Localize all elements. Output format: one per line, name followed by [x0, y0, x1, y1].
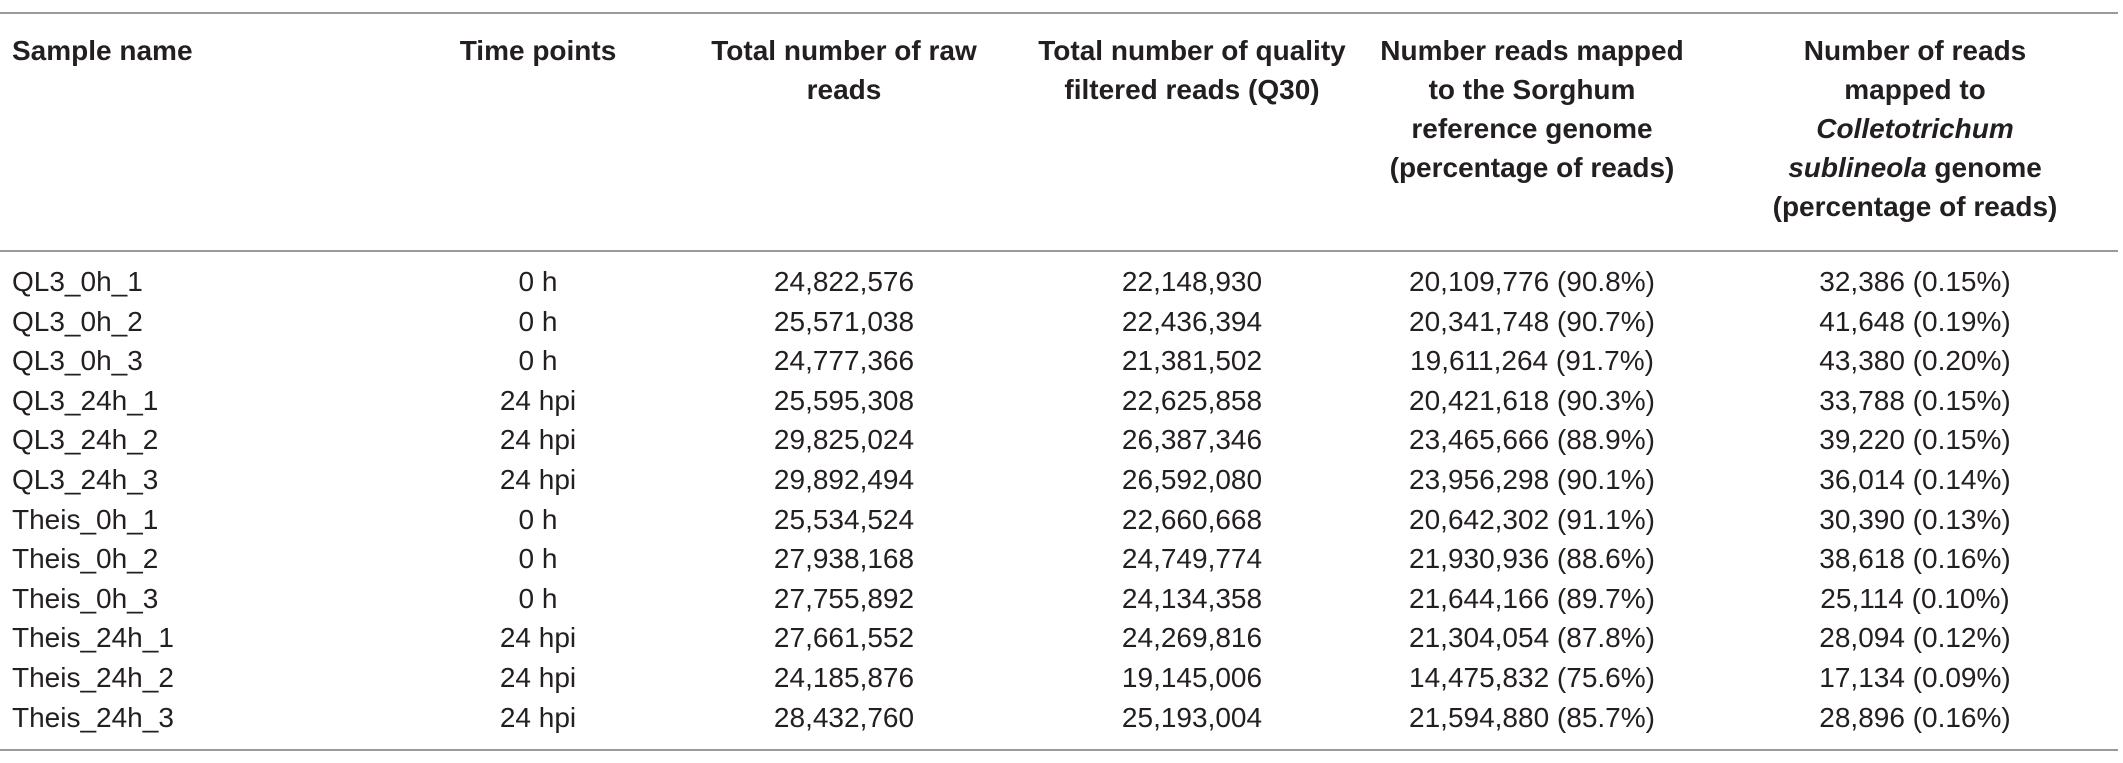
cell-sample: Theis_24h_2: [12, 661, 174, 693]
cell-q30-reads: 19,145,006: [1121, 661, 1263, 693]
bottom-rule: [0, 749, 2118, 751]
cell-sample: QL3_0h_3: [12, 345, 143, 377]
cell-sorghum-mapped: 20,109,776 (90.8%): [1409, 266, 1655, 297]
cell-colletotrichum-mapped: 41,648 (0.19%): [1819, 305, 2011, 337]
cell-sample: QL3_24h_2: [12, 424, 159, 456]
header-sorghum-mapped: Number reads mapped to the Sorghum reference genome (percentage of reads): [1380, 35, 1684, 183]
cell-time: 0 h: [518, 305, 558, 337]
table-row: [0, 460, 2118, 500]
table-body: [0, 252, 2118, 737]
cell-raw-reads: 24,822,576: [773, 266, 915, 297]
cell-q30-reads: 25,193,004: [1121, 701, 1263, 733]
cell-raw-reads: 29,825,024: [773, 424, 915, 456]
cell-time: 24 hpi: [499, 463, 577, 495]
cell-sorghum-mapped: 21,930,936 (88.6%): [1409, 543, 1655, 575]
cell-sorghum-mapped: 23,465,666 (88.9%): [1409, 424, 1655, 456]
cell-sample: QL3_0h_2: [12, 305, 143, 337]
cell-time: 24 hpi: [499, 384, 577, 416]
cell-sample: QL3_24h_1: [12, 384, 159, 416]
cell-raw-reads: 27,661,552: [773, 622, 915, 654]
header-raw-reads: Total number of raw reads: [711, 35, 977, 105]
cell-sorghum-mapped: 20,642,302 (91.1%): [1409, 503, 1655, 535]
header-quality-filtered-reads: Total number of quality filtered reads (Q30): [1038, 35, 1346, 105]
cell-sorghum-mapped: 20,421,618 (90.3%): [1409, 384, 1655, 416]
cell-raw-reads: 25,571,038: [773, 305, 915, 337]
cell-q30-reads: 22,148,930: [1121, 266, 1263, 297]
table-row: [0, 500, 2118, 540]
cell-raw-reads: 24,185,876: [773, 661, 915, 693]
cell-sample: Theis_0h_3: [12, 582, 159, 614]
cell-sorghum-mapped: 20,341,748 (90.7%): [1409, 305, 1655, 337]
cell-sample: Theis_0h_2: [12, 543, 159, 575]
cell-sample: Theis_24h_1: [12, 622, 174, 654]
cell-raw-reads: 25,595,308: [773, 384, 915, 416]
cell-time: 24 hpi: [499, 661, 577, 693]
cell-raw-reads: 27,755,892: [773, 582, 915, 614]
table-row: [0, 252, 2118, 302]
cell-time: 24 hpi: [499, 701, 577, 733]
cell-time: 24 hpi: [499, 622, 577, 654]
cell-q30-reads: 24,134,358: [1121, 582, 1263, 614]
cell-sample: Theis_0h_1: [12, 503, 159, 535]
cell-time: 0 h: [518, 503, 558, 535]
table-header: [0, 0, 2118, 252]
cell-sample: QL3_24h_3: [12, 463, 159, 495]
cell-colletotrichum-mapped: 39,220 (0.15%): [1819, 424, 2011, 456]
cell-time: 0 h: [518, 543, 558, 575]
cell-sorghum-mapped: 21,644,166 (89.7%): [1409, 582, 1655, 614]
header-sample-name: Sample name: [12, 35, 193, 66]
cell-sample: QL3_0h_1: [12, 266, 143, 297]
cell-q30-reads: 22,436,394: [1121, 305, 1263, 337]
cell-sorghum-mapped: 19,611,264 (91.7%): [1410, 345, 1654, 377]
table-row: [0, 381, 2118, 421]
cell-sorghum-mapped: 21,304,054 (87.8%): [1409, 622, 1655, 654]
cell-raw-reads: 25,534,524: [773, 503, 915, 535]
cell-time: 0 h: [518, 266, 558, 297]
table-row: [0, 341, 2118, 381]
cell-q30-reads: 26,387,346: [1121, 424, 1263, 456]
cell-colletotrichum-mapped: 38,618 (0.16%): [1819, 543, 2011, 575]
table-row: [0, 579, 2118, 619]
cell-colletotrichum-mapped: 17,134 (0.09%): [1819, 661, 2011, 693]
cell-raw-reads: 27,938,168: [773, 543, 915, 575]
table-row: [0, 658, 2118, 698]
cell-colletotrichum-mapped: 28,094 (0.12%): [1819, 622, 2011, 654]
cell-raw-reads: 29,892,494: [773, 463, 915, 495]
cell-colletotrichum-mapped: 43,380 (0.20%): [1819, 345, 2011, 377]
cell-colletotrichum-mapped: 36,014 (0.14%): [1819, 463, 2011, 495]
table-row: [0, 618, 2118, 658]
cell-sorghum-mapped: 23,956,298 (90.1%): [1409, 463, 1655, 495]
cell-q30-reads: 22,660,668: [1121, 503, 1263, 535]
cell-colletotrichum-mapped: 32,386 (0.15%): [1819, 266, 2011, 297]
cell-raw-reads: 28,432,760: [773, 701, 915, 733]
table-row: [0, 302, 2118, 342]
cell-time: 0 h: [518, 582, 558, 614]
cell-colletotrichum-mapped: 28,896 (0.16%): [1819, 701, 2011, 733]
cell-sorghum-mapped: 21,594,880 (85.7%): [1409, 701, 1655, 733]
cell-colletotrichum-mapped: 33,788 (0.15%): [1819, 384, 2011, 416]
cell-q30-reads: 24,269,816: [1121, 622, 1263, 654]
cell-q30-reads: 21,381,502: [1121, 345, 1263, 377]
table-row: [0, 420, 2118, 460]
cell-raw-reads: 24,777,366: [773, 345, 915, 377]
cell-q30-reads: 26,592,080: [1121, 463, 1263, 495]
cell-colletotrichum-mapped: 30,390 (0.13%): [1819, 503, 2011, 535]
table-row: [0, 698, 2118, 738]
cell-q30-reads: 22,625,858: [1121, 384, 1263, 416]
header-colletotrichum-mapped: Number of reads mapped to Colletotrichum sublineola genome (percentage of reads): [1772, 35, 2058, 222]
cell-time: 24 hpi: [499, 424, 577, 456]
header-row: [0, 0, 2118, 252]
cell-colletotrichum-mapped: 25,114 (0.10%): [1820, 582, 2010, 614]
table-row: [0, 539, 2118, 579]
header-time-points: Time points: [459, 35, 617, 66]
cell-time: 0 h: [518, 345, 558, 377]
cell-sample: Theis_24h_3: [12, 701, 174, 733]
cell-sorghum-mapped: 14,475,832 (75.6%): [1409, 661, 1655, 693]
cell-q30-reads: 24,749,774: [1121, 543, 1263, 575]
